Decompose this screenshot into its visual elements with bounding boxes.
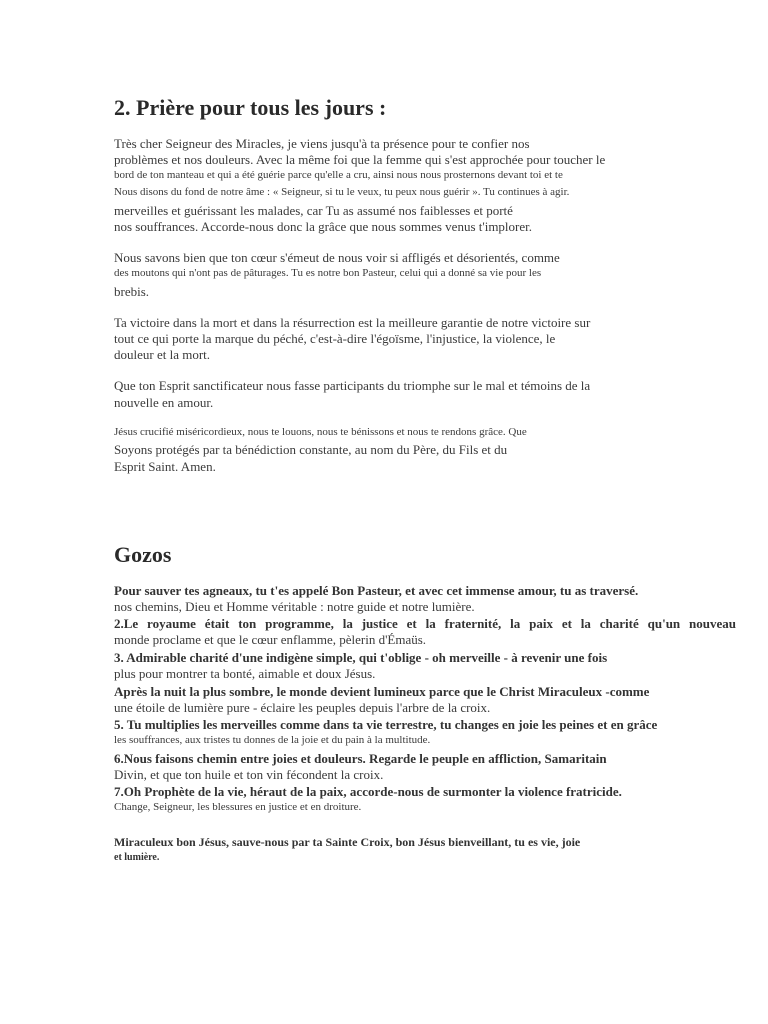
text-line: Jésus crucifié miséricordieux, nous te louons, nous te bénissons et nous te rendons grâce. Que — [114, 426, 527, 438]
text-line: Esprit Saint. Amen. — [114, 459, 216, 474]
text-line: tout ce qui porte la marque du péché, c'est-à-dire l'égoïsme, l'injustice, la violence, le — [114, 331, 556, 346]
closing-line: Miraculeux bon Jésus, sauve-nous par ta Sainte Croix, bon Jésus bienveillant, tu es vie, joie — [114, 835, 581, 849]
text-line: problèmes et nos douleurs. Avec la même foi que la femme qui s'est approchée pour toucher le — [114, 152, 606, 167]
text-line: Soyons protégés par ta bénédiction constante, au nom du Père, du Fils et du — [114, 442, 508, 457]
gozos-line: Divin, et que ton huile et ton vin fécondent la croix. — [114, 767, 384, 782]
gozos-line: Pour sauver tes agneaux, tu t'es appelé Bon Pasteur, et avec cet immense amour, tu as traversé. — [114, 583, 639, 598]
text-line: Très cher Seigneur des Miracles, je viens jusqu'à ta présence pour te confier nos — [114, 136, 530, 151]
text-line: nouvelle en amour. — [114, 395, 214, 410]
gozos-line: monde proclame et que le cœur enflamme, pèlerin d'Émaüs. — [114, 632, 427, 647]
text-line: merveilles et guérissant les malades, car Tu as assumé nos faiblesses et porté — [114, 203, 513, 218]
text-line: Nous savons bien que ton cœur s'émeut de nous voir si affligés et désorientés, comme — [114, 250, 560, 265]
gozos-line: plus pour montrer ta bonté, aimable et doux Jésus. — [114, 666, 376, 681]
gozos-line: 7.Oh Prophète de la vie, héraut de la paix, accorde-nous de surmonter la violence fratricide. — [114, 784, 622, 799]
section-title-gozos: Gozos — [114, 542, 172, 567]
gozos-line: une étoile de lumière pure - éclaire les peuples depuis l'arbre de la croix. — [114, 700, 491, 715]
text-line: douleur et la mort. — [114, 347, 211, 362]
gozos-line: Change, Seigneur, les blessures en justice et en droiture. — [114, 801, 362, 813]
text-line: nos souffrances. Accorde-nous donc la grâce que nous sommes venus t'implorer. — [114, 219, 532, 234]
text-line: bord de ton manteau et qui a été guérie parce qu'elle a cru, ainsi nous nous prosternons devant toi et te — [114, 169, 563, 181]
gozos-line: les souffrances, aux tristes tu donnes de la joie et du pain à la multitude. — [114, 734, 431, 746]
closing-line: et lumière. — [114, 852, 160, 863]
gozos-line: nos chemins, Dieu et Homme véritable : notre guide et notre lumière. — [114, 599, 475, 614]
gozos-line: Après la nuit la plus sombre, le monde devient lumineux parce que le Christ Miraculeux -comme — [114, 684, 650, 699]
text-line: Nous disons du fond de notre âme : « Seigneur, si tu le veux, tu peux nous guérir ». Tu continues à agir. — [114, 186, 570, 198]
text-line: des moutons qui n'ont pas de pâturages. Tu es notre bon Pasteur, celui qui a donné sa vie pour les — [114, 267, 542, 279]
gozos-line: 2.Le royaume était ton programme, la justice et la fraternité, la paix et la charité qu'un nouveau — [114, 616, 736, 631]
gozos-line: 5. Tu multiplies les merveilles comme dans ta vie terrestre, tu changes en joie les peines et en grâce — [114, 717, 658, 732]
text-line: Ta victoire dans la mort et dans la résurrection est la meilleure garantie de notre victoire sur — [114, 315, 591, 330]
gozos-line: 6.Nous faisons chemin entre joies et douleurs. Regarde le peuple en affliction, Samaritain — [114, 751, 607, 766]
text-line: Que ton Esprit sanctificateur nous fasse participants du triomphe sur le mal et témoins de la — [114, 378, 591, 393]
section-title-priere: 2. Prière pour tous les jours : — [114, 95, 387, 120]
gozos-line: 3. Admirable charité d'une indigène simple, qui t'oblige - oh merveille - à revenir une fois — [114, 650, 608, 665]
text-line: brebis. — [114, 284, 150, 299]
